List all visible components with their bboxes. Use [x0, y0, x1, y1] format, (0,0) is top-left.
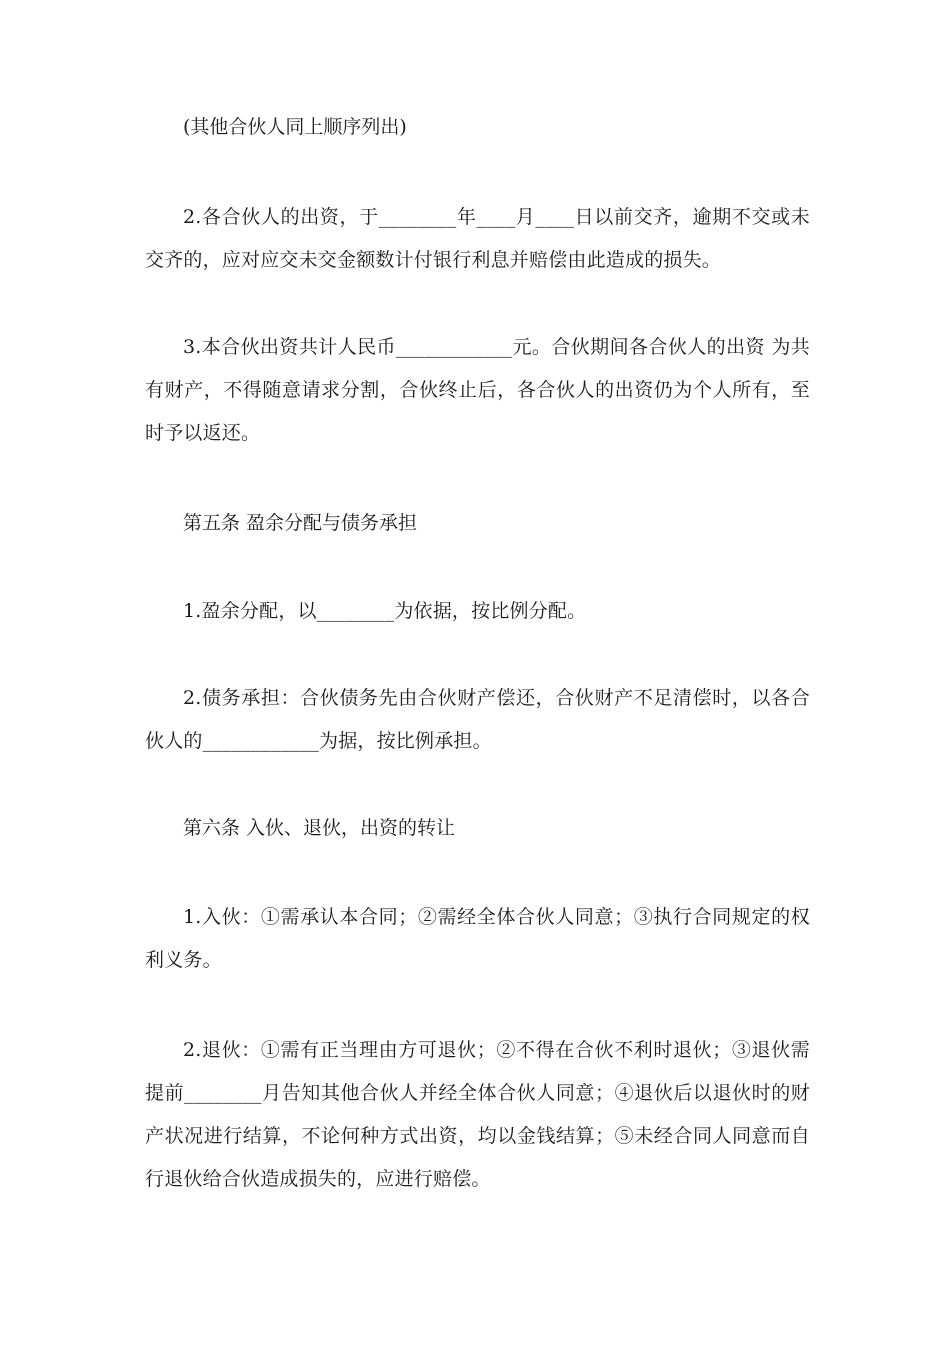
article-5-heading: 第五条 盈余分配与债务承担	[183, 512, 418, 534]
clause-withdrawal: 2.退伙：①需有正当理由方可退伙；②不得在合伙不利时退伙；③退伙需提前________月告知其他合伙人并经全体合伙人同意；④退伙后以退伙时的财产状况进行结算，不论何种方式出资，均以金钱结算；⑤未经合同人同意而自行退伙给合伙造成损失的，应进行赔偿。	[145, 1039, 810, 1190]
article-6-heading: 第六条 入伙、退伙，出资的转让	[183, 817, 456, 839]
clause-total-contribution: 3.本合伙出资共计人民币____________元。合伙期间各合伙人的出资 为共有财产，不得随意请求分割，合伙终止后，各合伙人的出资仍为个人所有，至时予以返还。	[145, 336, 810, 444]
note-other-partners: (其他合伙人同上顺序列出)	[183, 116, 407, 138]
clause-profit-distribution: 1.盈余分配，以________为依据，按比例分配。	[183, 600, 587, 622]
clause-contribution-deadline: 2.各合伙人的出资，于________年____月____日以前交齐，逾期不交或未交齐的，应对应交未交金额数计付银行利息并赔偿由此造成的损失。	[145, 206, 810, 271]
clause-joining: 1.入伙：①需承认本合同；②需经全体合伙人同意；③执行合同规定的权利义务。	[145, 906, 810, 971]
clause-debt-bearing: 2.债务承担：合伙债务先由合伙财产偿还，合伙财产不足清偿时，以各合伙人的____________为据，按比例承担。	[145, 687, 810, 752]
